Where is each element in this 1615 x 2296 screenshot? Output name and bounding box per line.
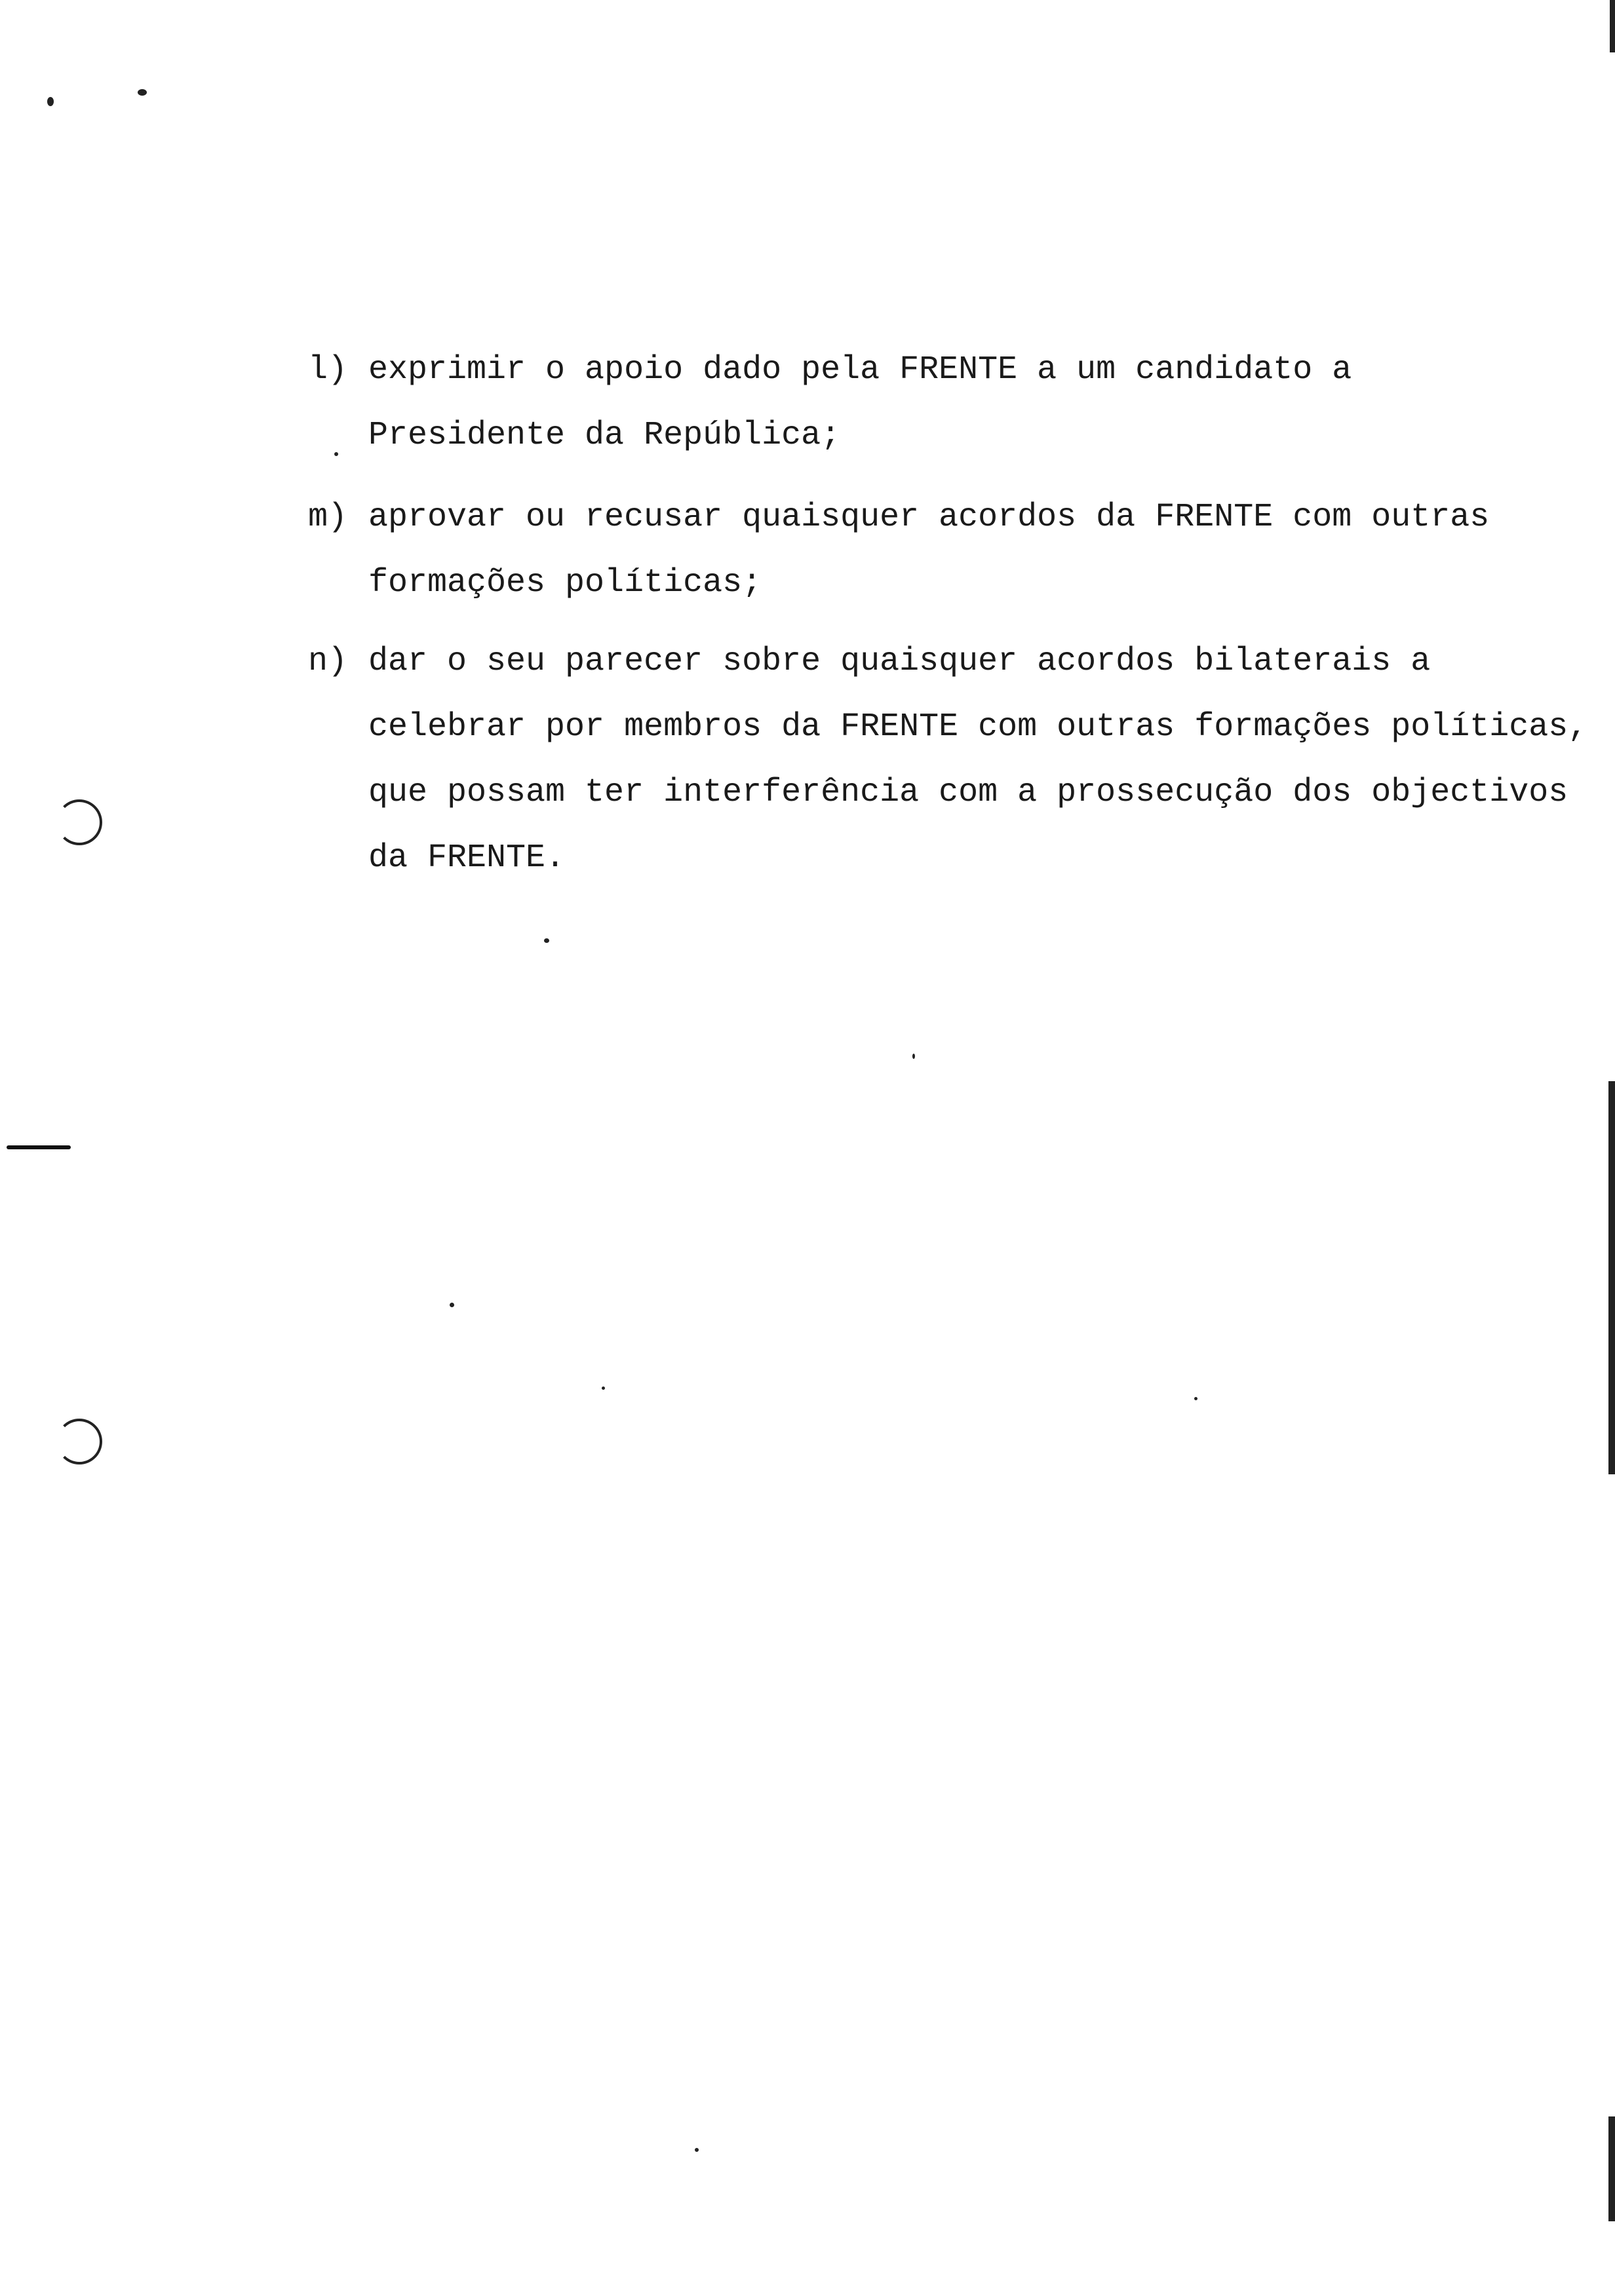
scan-speck: [1194, 1397, 1197, 1400]
list-item-text: [368, 337, 1352, 469]
text-line: dar o seu parecer sobre quaisquer acordos bilaterais a: [368, 643, 1431, 680]
margin-dash-mark: [7, 1145, 71, 1149]
scan-speck: [450, 1303, 454, 1307]
scan-speck: [695, 2148, 699, 2152]
text-line: que possam ter interferência com a prossecução dos objectivos: [368, 774, 1568, 811]
list-item-text: [368, 629, 1587, 891]
text-line: celebrar por membros da FRENTE com outras formações políticas,: [368, 708, 1588, 746]
list-marker: n): [308, 643, 348, 680]
scan-speck: [912, 1054, 915, 1059]
list-item-text: [368, 485, 1489, 616]
scan-edge-shadow: [1610, 0, 1615, 52]
text-line: Presidente da República;: [368, 417, 841, 454]
text-line: aprovar ou recusar quaisquer acordos da FRENTE com outras: [368, 499, 1490, 536]
scan-speck: [602, 1387, 605, 1390]
punch-hole-mark: [56, 799, 102, 845]
scan-speck: [334, 452, 338, 456]
punch-hole-mark: [56, 1419, 102, 1464]
text-line: exprimir o apoio dado pela FRENTE a um candidato a: [368, 351, 1352, 389]
text-line: formações políticas;: [368, 564, 762, 602]
scan-speck: [138, 89, 147, 96]
list-marker: l): [308, 351, 348, 389]
scan-speck: [47, 97, 54, 106]
list-marker: m): [308, 499, 348, 536]
scan-speck: [544, 938, 549, 943]
text-line: da FRENTE.: [368, 839, 566, 877]
scan-edge-shadow: [1608, 2116, 1615, 2221]
scan-edge-shadow: [1608, 1081, 1615, 1474]
